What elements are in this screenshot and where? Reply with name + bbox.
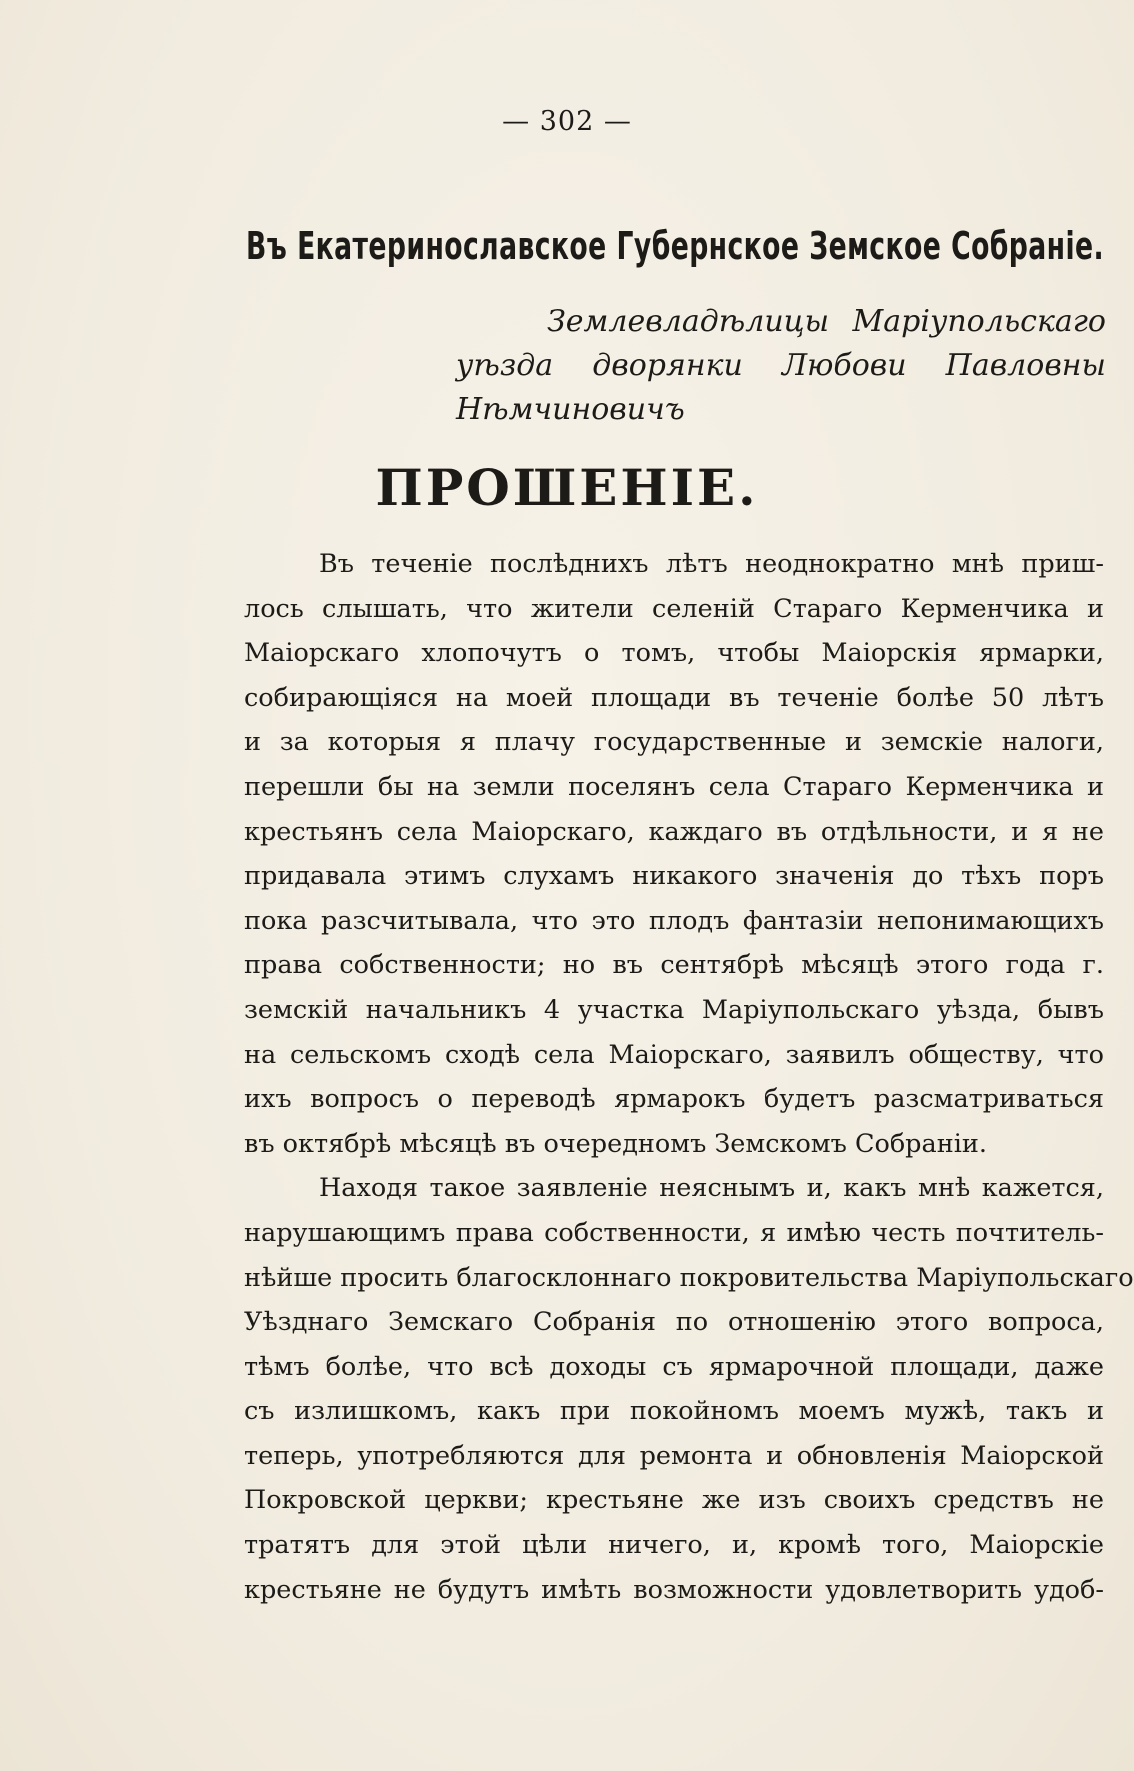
show-through-text bbox=[250, 190, 258, 220]
document-title: ПРОШЕНІЕ. bbox=[375, 458, 759, 517]
text-line: на сельскомъ сходѣ села Маіорскаго, заявилъ обществу, что bbox=[244, 1039, 1104, 1070]
heading: Въ Екатеринославское Губернское Земское Собраніе. bbox=[246, 224, 1104, 268]
addressee-block bbox=[456, 300, 1106, 427]
text-line: нарушающимъ права собственности, я имѣю честь почтитель- bbox=[244, 1217, 1104, 1248]
text-line: Маіорскаго хлопочутъ о томъ, чтобы Маіорскія ярмарки, bbox=[244, 638, 1104, 669]
text-line: и за которыя я плачу государственные и земскіе налоги, bbox=[244, 727, 1104, 758]
text-line: Находя такое заявленіе неяснымъ и, какъ мнѣ кажется, bbox=[319, 1173, 1104, 1204]
text-line: крестьяне не будутъ имѣть возможности удовлетворить удоб- bbox=[244, 1574, 1104, 1605]
text-line: Въ теченіе послѣднихъ лѣтъ неоднократно мнѣ приш- bbox=[319, 549, 1104, 579]
text-line: земскій начальникъ 4 участка Маріупольскаго уѣзда, бывъ bbox=[244, 994, 1104, 1025]
text-line: тратятъ для этой цѣли ничего, и, кромѣ того, Маіорскіе bbox=[244, 1530, 1104, 1561]
text-line: придавала этимъ слухамъ никакого значенія до тѣхъ поръ bbox=[244, 861, 1104, 892]
text-line: съ излишкомъ, какъ при покойномъ моемъ мужѣ, такъ и bbox=[244, 1396, 1104, 1427]
text-line: крестьянъ села Маіорскаго, каждаго въ отдѣльности, и я не bbox=[244, 816, 1104, 847]
text-line: перешли бы на земли поселянъ села Стараго Керменчика и bbox=[244, 771, 1104, 802]
text-line: пока разсчитывала, что это плодъ фантазіи непонимающихъ bbox=[244, 905, 1104, 936]
text-line: теперь, употребляются для ремонта и обновленія Маіорской bbox=[244, 1440, 1104, 1471]
text-line: нѣйше просить благосклоннаго покровительства Маріупольскаго bbox=[244, 1262, 1134, 1293]
paragraph-2 bbox=[244, 1166, 1134, 1612]
text-line: Покровской церкви; крестьяне же изъ своихъ средствъ не bbox=[244, 1485, 1104, 1516]
text-line: ихъ вопросъ о переводѣ ярмарокъ будетъ разсматриваться bbox=[244, 1084, 1104, 1115]
text-line: Уѣзднаго Земскаго Собранія по отношенію этого вопроса, bbox=[244, 1307, 1104, 1338]
addressee-line: Нѣмчиновичъ bbox=[456, 392, 685, 427]
page-number: — 302 — bbox=[502, 106, 632, 137]
addressee-line: Землевладѣлицы Маріупольскаго bbox=[547, 304, 1106, 339]
text-line: въ октябрѣ мѣсяцѣ въ очередномъ Земскомъ Собраніи. bbox=[244, 1128, 987, 1159]
text-line: права собственности; но въ сентябрѣ мѣсяцѣ этого года г. bbox=[244, 950, 1104, 981]
text-line: тѣмъ болѣе, что всѣ доходы съ ярмарочной площади, даже bbox=[244, 1351, 1104, 1382]
paragraph-1 bbox=[244, 542, 1104, 1166]
body-text bbox=[244, 542, 1134, 1612]
addressee-line: уѣзда дворянки Любови Павловны bbox=[456, 348, 1106, 383]
text-line: лось слышать, что жители селеній Стараго Керменчика и bbox=[244, 593, 1104, 624]
text-line: собирающіяся на моей площади въ теченіе болѣе 50 лѣтъ bbox=[244, 682, 1104, 713]
